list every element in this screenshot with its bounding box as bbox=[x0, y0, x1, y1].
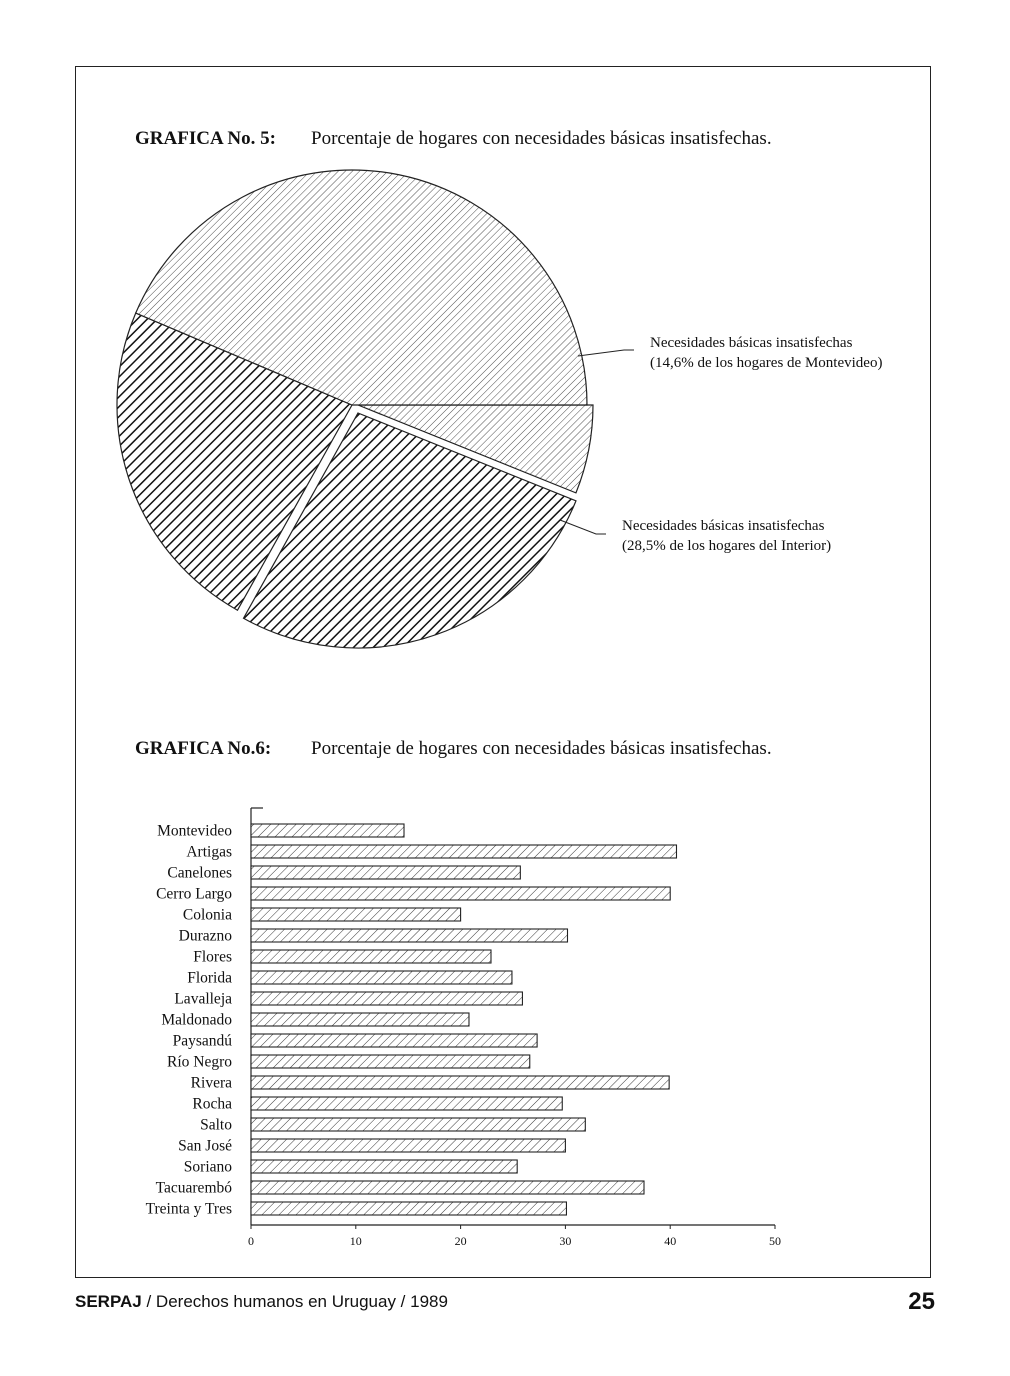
pie-leader-1 bbox=[560, 520, 606, 534]
pie-leader-0 bbox=[578, 350, 634, 356]
bar-category-label-13: Rocha bbox=[192, 1095, 232, 1113]
bar-1 bbox=[251, 845, 676, 858]
x-tick-label-2: 20 bbox=[454, 1234, 467, 1248]
x-tick-label-4: 40 bbox=[664, 1234, 677, 1248]
x-tick-label-5: 50 bbox=[769, 1234, 781, 1248]
bar-category-label-10: Paysandú bbox=[172, 1032, 232, 1050]
bar-category-label-5: Durazno bbox=[178, 927, 232, 945]
bar-category-label-9: Maldonado bbox=[161, 1011, 232, 1029]
bar-18 bbox=[251, 1202, 566, 1215]
bar-6 bbox=[251, 950, 491, 963]
bar-0 bbox=[251, 824, 404, 837]
bar-15 bbox=[251, 1139, 565, 1152]
pie-chart bbox=[117, 170, 882, 648]
bar-17 bbox=[251, 1181, 644, 1194]
bar-4 bbox=[251, 908, 461, 921]
bar-category-label-7: Florida bbox=[187, 969, 232, 987]
bar-category-label-4: Colonia bbox=[182, 906, 232, 924]
footer-brand: SERPAJ bbox=[75, 1292, 142, 1311]
bar-category-label-16: Soriano bbox=[183, 1158, 232, 1176]
bar-13 bbox=[251, 1097, 562, 1110]
bar-2 bbox=[251, 866, 520, 879]
bar-category-label-14: Salto bbox=[200, 1116, 232, 1134]
pie-label-1-line2: (28,5% de los hogares del Interior) bbox=[622, 538, 832, 554]
chart6-title-number: GRAFICA No.6: bbox=[135, 738, 272, 759]
chart5-title-text: Porcentaje de hogares con necesidades básicas insatisfechas. bbox=[311, 128, 772, 149]
bar-category-label-18: Treinta y Tres bbox=[145, 1200, 232, 1218]
x-tick-label-0: 0 bbox=[248, 1234, 254, 1248]
bar-category-label-8: Lavalleja bbox=[174, 990, 232, 1008]
bar-11 bbox=[251, 1055, 530, 1068]
bar-category-label-0: Montevideo bbox=[157, 822, 232, 840]
bar-14 bbox=[251, 1118, 585, 1131]
bar-8 bbox=[251, 992, 522, 1005]
bar-category-label-17: Tacuarembó bbox=[155, 1179, 232, 1197]
chart6-title-text: Porcentaje de hogares con necesidades básicas insatisfechas. bbox=[311, 738, 772, 759]
x-tick-label-1: 10 bbox=[349, 1234, 362, 1248]
pie-label-1-line1: Necesidades básicas insatisfechas bbox=[622, 518, 825, 534]
bar-category-label-6: Flores bbox=[193, 948, 232, 966]
bar-9 bbox=[251, 1013, 469, 1026]
page-footer bbox=[75, 1288, 935, 1322]
chart5-title-number: GRAFICA No. 5: bbox=[135, 128, 276, 149]
footer-text: / Derechos humanos en Uruguay / 1989 bbox=[141, 1292, 448, 1311]
x-tick-label-3: 30 bbox=[559, 1234, 572, 1248]
bar-7 bbox=[251, 971, 512, 984]
bar-category-label-3: Cerro Largo bbox=[156, 885, 232, 903]
bar-category-label-15: San José bbox=[178, 1137, 232, 1155]
bar-category-label-11: Río Negro bbox=[166, 1053, 232, 1071]
page-number: 25 bbox=[908, 1288, 935, 1315]
bar-12 bbox=[251, 1076, 669, 1089]
bar-category-label-12: Rivera bbox=[190, 1074, 232, 1092]
bar-chart bbox=[146, 808, 781, 1248]
bar-category-label-1: Artigas bbox=[186, 843, 232, 861]
bar-5 bbox=[251, 929, 567, 942]
bar-16 bbox=[251, 1160, 517, 1173]
bar-category-label-2: Canelones bbox=[167, 864, 232, 882]
bar-10 bbox=[251, 1034, 537, 1047]
bar-3 bbox=[251, 887, 670, 900]
pie-label-0-line1: Necesidades básicas insatisfechas bbox=[650, 335, 853, 351]
pie-label-0-line2: (14,6% de los hogares de Montevideo) bbox=[650, 355, 883, 371]
